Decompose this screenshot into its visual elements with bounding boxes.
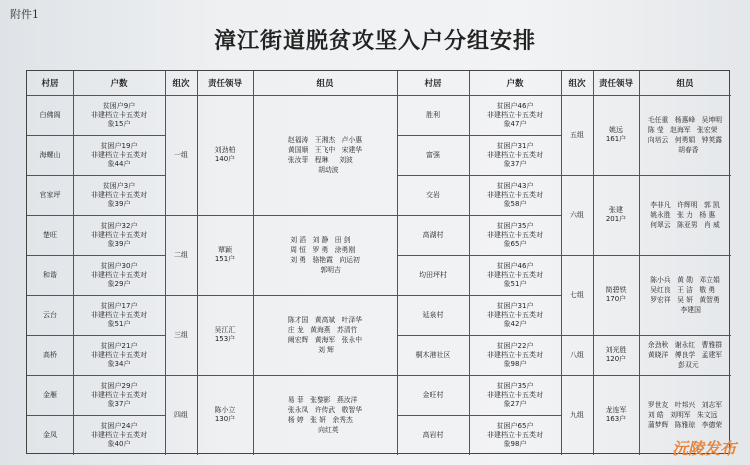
group-number: 六组 — [570, 210, 584, 219]
grid-line — [197, 71, 198, 455]
group-leader: 张建 201户 — [605, 206, 627, 223]
header-left-4: 组员 — [316, 79, 334, 89]
grid-line — [397, 255, 561, 256]
header-left-1: 户数 — [110, 79, 128, 89]
village-name: 海螺山 — [39, 150, 61, 159]
group-members: 陈才国 黄高斌 叶泽华 庄 龙 黄海燕 苏清竹 阙宏辉 黄海军 张永中 刘 辉 — [287, 316, 363, 354]
households-count: 贫困户32户 非建档立卡五类对 象39户 — [91, 221, 147, 248]
households-count: 贫困户43户 非建档立卡五类对 象58户 — [487, 181, 543, 208]
village-name: 富强 — [426, 150, 440, 159]
group-members: 罗世友 叶邦兴 刘志军 刘 皓 刘明军 朱文远 蒲梦辉 陈雅琼 李德荣 — [647, 401, 723, 429]
group-number: 四组 — [174, 410, 188, 419]
village-name: 金旺村 — [422, 390, 444, 399]
group-members: 易 菲 张黎影 燕汝洋 张永凤 许传武 敬智华 杨 婷 张 妍 余秀杰 向红英 — [287, 396, 363, 434]
header-right-1: 户数 — [506, 79, 524, 89]
group-leader: 覃颖 151户 — [214, 246, 236, 263]
households-count: 贫困户46户 非建档立卡五类对 象51户 — [487, 261, 543, 288]
group-number: 二组 — [174, 250, 188, 259]
grid-line — [253, 71, 254, 455]
village-name: 延泉村 — [422, 310, 444, 319]
households-count: 贫困户31户 非建档立卡五类对 象42户 — [487, 301, 543, 328]
households-count: 贫困户24户 非建档立卡五类对 象40户 — [91, 421, 147, 448]
households-count: 贫困户22户 非建档立卡五类对 象98户 — [487, 341, 543, 368]
document-title: 漳江街道脱贫攻坚入户分组安排 — [213, 28, 536, 54]
header-left-0: 村居 — [41, 79, 59, 89]
village-name: 胜利 — [426, 110, 440, 119]
village-name: 官家坪 — [39, 190, 61, 199]
grid-line — [561, 71, 562, 455]
village-name: 和谐 — [43, 270, 57, 279]
grid-line — [397, 71, 398, 455]
grid-line — [397, 375, 561, 376]
group-members: 赵福涛 王湘杰 卢小惠 黄国顺 王飞中 宋建华 张汝菲 程琳 刘波 胡动波 — [287, 136, 363, 174]
village-name: 楚旺 — [43, 230, 57, 239]
village-name: 金雁 — [43, 390, 57, 399]
households-count: 贫困户29户 非建档立卡五类对 象37户 — [91, 381, 147, 408]
group-leader: 简碧铁 170户 — [605, 286, 627, 303]
grid-line — [27, 255, 165, 256]
grid-line — [73, 71, 74, 455]
group-number: 五组 — [570, 130, 584, 139]
village-name: 高湖村 — [422, 230, 444, 239]
header-right-3: 责任领导 — [598, 79, 633, 89]
header-right-4: 组员 — [676, 79, 694, 89]
group-members: 余劲秋 谢永红 曹雅群 黄晓洋 傅良学 孟建军 彭双元 — [647, 341, 723, 369]
village-name: 交岩 — [426, 190, 440, 199]
grid-line — [27, 175, 165, 176]
grid-line — [397, 335, 561, 336]
group-number: 九组 — [570, 410, 584, 419]
group-leader: 刘劲柏 140户 — [214, 146, 236, 163]
village-name: 白佛阁 — [39, 110, 61, 119]
village-name: 高岩村 — [422, 430, 444, 439]
grid-line — [561, 175, 731, 176]
households-count: 贫困户3户 非建档立卡五类对 象39户 — [91, 181, 147, 208]
households-count: 贫困户31户 非建档立卡五类对 象37户 — [487, 141, 543, 168]
group-number: 七组 — [570, 290, 584, 299]
grid-line — [27, 415, 165, 416]
header-left-3: 责任领导 — [207, 79, 242, 89]
households-count: 贫困户17户 非建档立卡五类对 象51户 — [91, 301, 147, 328]
group-leader: 刘光胜 120户 — [605, 346, 627, 363]
group-number: 八组 — [570, 350, 584, 359]
group-members: 毛任重 杨惠峰 吴坤明 陈 莹 赵海军 张宏荣 向培云 何勇娟 钟荚露 胡春香 — [647, 116, 723, 154]
header-left-2: 组次 — [172, 79, 190, 89]
group-leader: 陈小立 130户 — [214, 406, 236, 423]
village-name: 均田坪村 — [419, 270, 447, 279]
grid-line — [397, 135, 561, 136]
group-number: 一组 — [174, 150, 188, 159]
households-count: 贫困户9户 非建档立卡五类对 象15户 — [91, 101, 147, 128]
households-count: 贫困户46户 非建档立卡五类对 象47户 — [487, 101, 543, 128]
assignment-table — [26, 70, 730, 454]
watermark-logo: 沅陵发布 — [671, 439, 736, 458]
grid-line — [165, 375, 397, 376]
households-count: 贫困户35户 非建档立卡五类对 象65户 — [487, 221, 543, 248]
group-members: 刘 滔 刘 静 田 剑 周 恒 罗 勇 涂勇刚 刘 勇 骆艳霞 向运初 郭明吉 — [290, 236, 360, 274]
grid-line — [397, 175, 561, 176]
attachment-label: 附件1 — [10, 8, 39, 21]
grid-line — [27, 215, 165, 216]
grid-line — [165, 215, 397, 216]
grid-line — [593, 71, 594, 455]
grid-line — [165, 71, 166, 455]
group-members: 陈小兵 黄 勋 邓立娟 吴红良 王 洁 敬 勇 罗宏祥 吴 妍 黄智勇 李建国 — [650, 276, 720, 314]
grid-line — [561, 375, 731, 376]
grid-line — [639, 71, 640, 455]
header-right-0: 村居 — [424, 79, 442, 89]
village-name: 金凤 — [43, 430, 57, 439]
grid-line — [561, 255, 731, 256]
grid-line — [561, 335, 731, 336]
grid-line — [397, 295, 561, 296]
group-leader: 龙连军 163户 — [605, 406, 627, 423]
village-name: 高桥 — [43, 350, 57, 359]
group-leader: 吴江汇 153户 — [214, 326, 236, 343]
households-count: 贫困户19户 非建档立卡五类对 象44户 — [91, 141, 147, 168]
grid-line — [165, 295, 397, 296]
grid-line — [469, 71, 470, 455]
grid-line — [27, 295, 165, 296]
grid-line — [397, 215, 561, 216]
grid-line — [27, 335, 165, 336]
group-leader: 姚远 161户 — [605, 126, 627, 143]
group-number: 三组 — [174, 330, 188, 339]
header-right-2: 组次 — [568, 79, 586, 89]
grid-line — [27, 375, 165, 376]
households-count: 贫困户21户 非建档立卡五类对 象34户 — [91, 341, 147, 368]
grid-line — [397, 415, 561, 416]
grid-line — [27, 135, 165, 136]
households-count: 贫困户30户 非建档立卡五类对 象29户 — [91, 261, 147, 288]
village-name: 云台 — [43, 310, 57, 319]
group-members: 李非凡 许辉明 郭 凯 姚永胜 张 力 杨 惠 何翠云 陈亚男 肖 威 — [650, 201, 720, 229]
households-count: 贫困户35户 非建档立卡五类对 象27户 — [487, 381, 543, 408]
village-name: 桐木港社区 — [415, 350, 451, 359]
households-count: 贫困户65户 非建档立卡五类对 象98户 — [487, 421, 543, 448]
